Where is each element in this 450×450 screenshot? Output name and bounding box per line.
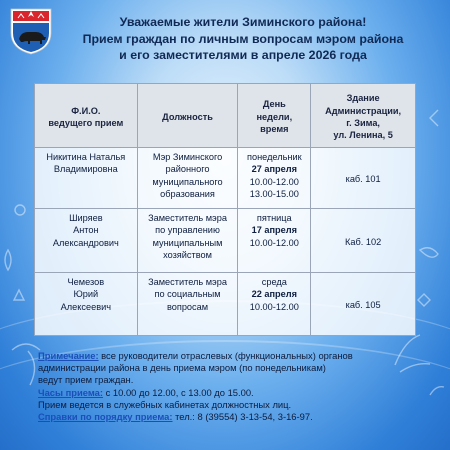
table-row [35, 148, 416, 209]
note-text-line: ведут прием граждан. [38, 374, 134, 386]
table-row [35, 209, 416, 273]
note-title: Примечание: [38, 350, 99, 361]
phone-paragraph [38, 411, 418, 423]
notes-block [38, 350, 418, 423]
cell-name: Ширяев Антон Александрович [35, 209, 138, 273]
hours-paragraph [38, 387, 418, 399]
note-paragraph [38, 350, 418, 362]
note-text: все руководители отраслевых (функциональных) органов [98, 350, 353, 361]
header-fio: Ф.И.О. ведущего прием [35, 84, 138, 148]
header-line: Уважаемые жители Зиминского района! [119, 15, 367, 29]
table-header-row [35, 84, 416, 148]
cell-position: Мэр Зиминского районного муниципального образования [137, 148, 238, 209]
note-text-line: администрации района в день приема мэром (по понедельникам) [38, 362, 326, 374]
header-day: День недели, время [238, 84, 311, 148]
header-line: и его заместителями в апреле 2026 года [119, 48, 367, 62]
hours-text: с 10.00 до 12.00, с 13.00 до 15.00. [103, 386, 254, 398]
coat-of-arms-bear-icon [8, 6, 54, 56]
cell-office: каб. 101 [311, 148, 416, 209]
cell-position: Заместитель мэра по социальным вопросам [137, 273, 238, 336]
cell-position: Заместитель мэра по управлению муниципальным хозяйством [137, 209, 238, 273]
cell-office: каб. 105 [311, 273, 416, 336]
cell-day: среда 22 апреля 10.00-12.00 [238, 273, 311, 336]
cell-day: пятница 17 апреля 10.00-12.00 [238, 209, 311, 273]
phone-text: тел.: 8 (39554) 3-13-54, 3-16-97. [172, 411, 313, 423]
cell-office: Каб. 102 [311, 209, 416, 273]
header-position: Должность [137, 84, 238, 148]
header-line: Прием граждан по личным вопросам мэром района [82, 31, 404, 46]
phone-title: Справки по порядку приема: [38, 411, 173, 423]
schedule-table [34, 83, 416, 336]
header-building: Здание Администрации, г. Зима, ул. Ленина, 5 [311, 84, 416, 148]
cell-day: понедельник 27 апреля 10.00-12.00 13.00-15.00 [238, 148, 311, 209]
cell-name: Никитина Наталья Владимировна [35, 148, 138, 209]
page-header [58, 14, 428, 64]
hours-title: Часы приема: [38, 386, 104, 398]
offices-text: Прием ведется в служебных кабинетах должностных лиц. [38, 398, 292, 410]
table-row [35, 273, 416, 336]
cell-name: Чемезов Юрий Алексеевич [35, 273, 138, 336]
